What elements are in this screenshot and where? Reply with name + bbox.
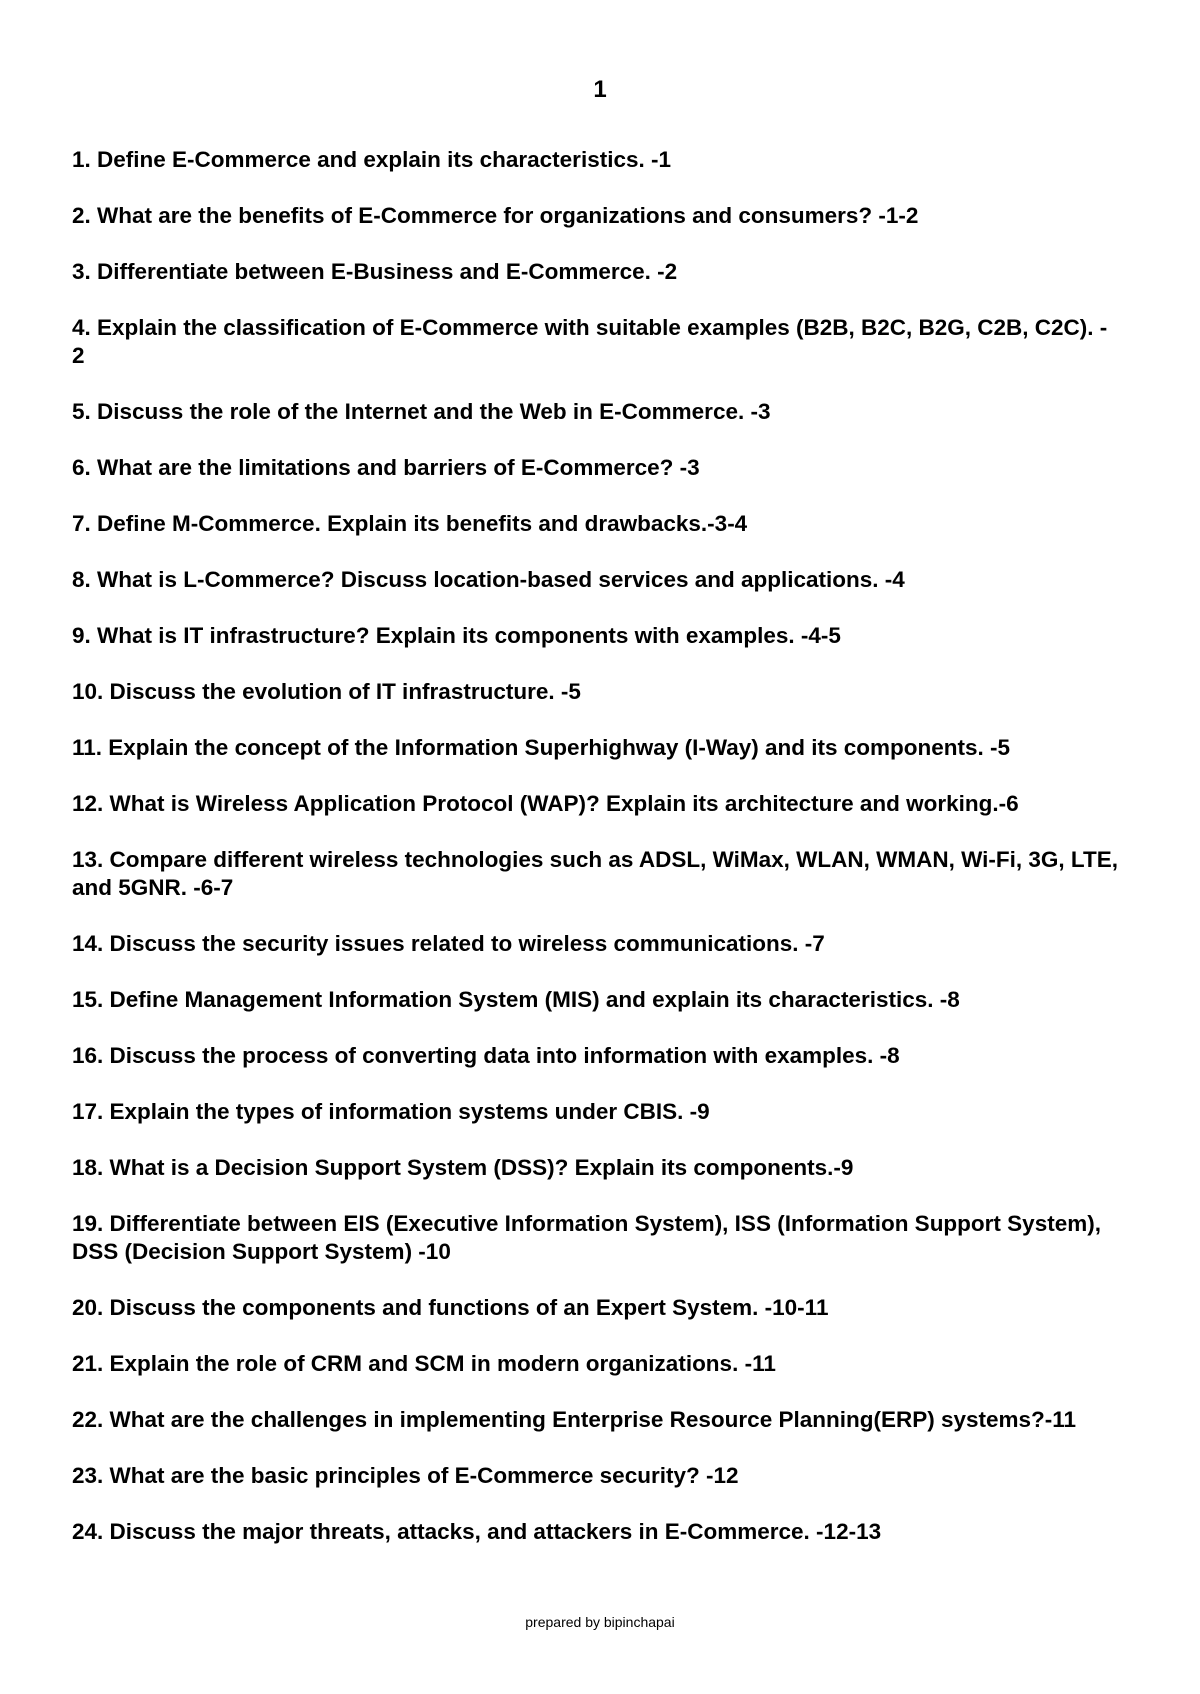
question-22: 22. What are the challenges in implementing Enterprise Resource Planning(ERP) systems?-11 (72, 1407, 1077, 1432)
question-14: 14. Discuss the security issues related to wireless communications. -7 (72, 931, 825, 956)
question-7: 7. Define M-Commerce. Explain its benefits and drawbacks.-3-4 (72, 511, 748, 536)
question-5: 5. Discuss the role of the Internet and the Web in E-Commerce. -3 (72, 399, 771, 424)
question-11: 11. Explain the concept of the Information Superhighway (I-Way) and its components. -5 (72, 735, 1011, 760)
question-16: 16. Discuss the process of converting data into information with examples. -8 (72, 1043, 900, 1068)
question-13: 13. Compare different wireless technologies such as ADSL, WiMax, WLAN, WMAN, Wi-Fi, 3G, LTE, and 5GNR. -6-7 (72, 847, 1118, 900)
question-21: 21. Explain the role of CRM and SCM in modern organizations. -11 (72, 1351, 776, 1376)
question-23: 23. What are the basic principles of E-Commerce security? -12 (72, 1463, 739, 1488)
question-17: 17. Explain the types of information systems under CBIS. -9 (72, 1099, 710, 1124)
question-1: 1. Define E-Commerce and explain its characteristics. -1 (72, 147, 671, 172)
question-8: 8. What is L-Commerce? Discuss location-based services and applications. -4 (72, 567, 905, 592)
question-20: 20. Discuss the components and functions of an Expert System. -10-11 (72, 1295, 829, 1320)
question-24: 24. Discuss the major threats, attacks, and attackers in E-Commerce. -12-13 (72, 1519, 882, 1544)
question-6: 6. What are the limitations and barriers of E-Commerce? -3 (72, 455, 700, 480)
question-list (72, 146, 1122, 1574)
question-3: 3. Differentiate between E-Business and E-Commerce. -2 (72, 259, 678, 284)
question-19: 19. Differentiate between EIS (Executive Information System), ISS (Information Support System), DSS (Decision Support System) -10 (72, 1211, 1101, 1264)
question-12: 12. What is Wireless Application Protocol (WAP)? Explain its architecture and working.-6 (72, 791, 1019, 816)
question-9: 9. What is IT infrastructure? Explain its components with examples. -4-5 (72, 623, 841, 648)
question-18: 18. What is a Decision Support System (DSS)? Explain its components.-9 (72, 1155, 854, 1180)
question-2: 2. What are the benefits of E-Commerce for organizations and consumers? -1-2 (72, 203, 919, 228)
footer-credit: prepared by bipinchapai (525, 1614, 675, 1630)
question-4: 4. Explain the classification of E-Commerce with suitable examples (B2B, B2C, B2G, C2B, C2C). - 2 (72, 315, 1108, 368)
question-15: 15. Define Management Information System (MIS) and explain its characteristics. -8 (72, 987, 960, 1012)
page-number: 1 (593, 76, 607, 103)
question-10: 10. Discuss the evolution of IT infrastructure. -5 (72, 679, 581, 704)
